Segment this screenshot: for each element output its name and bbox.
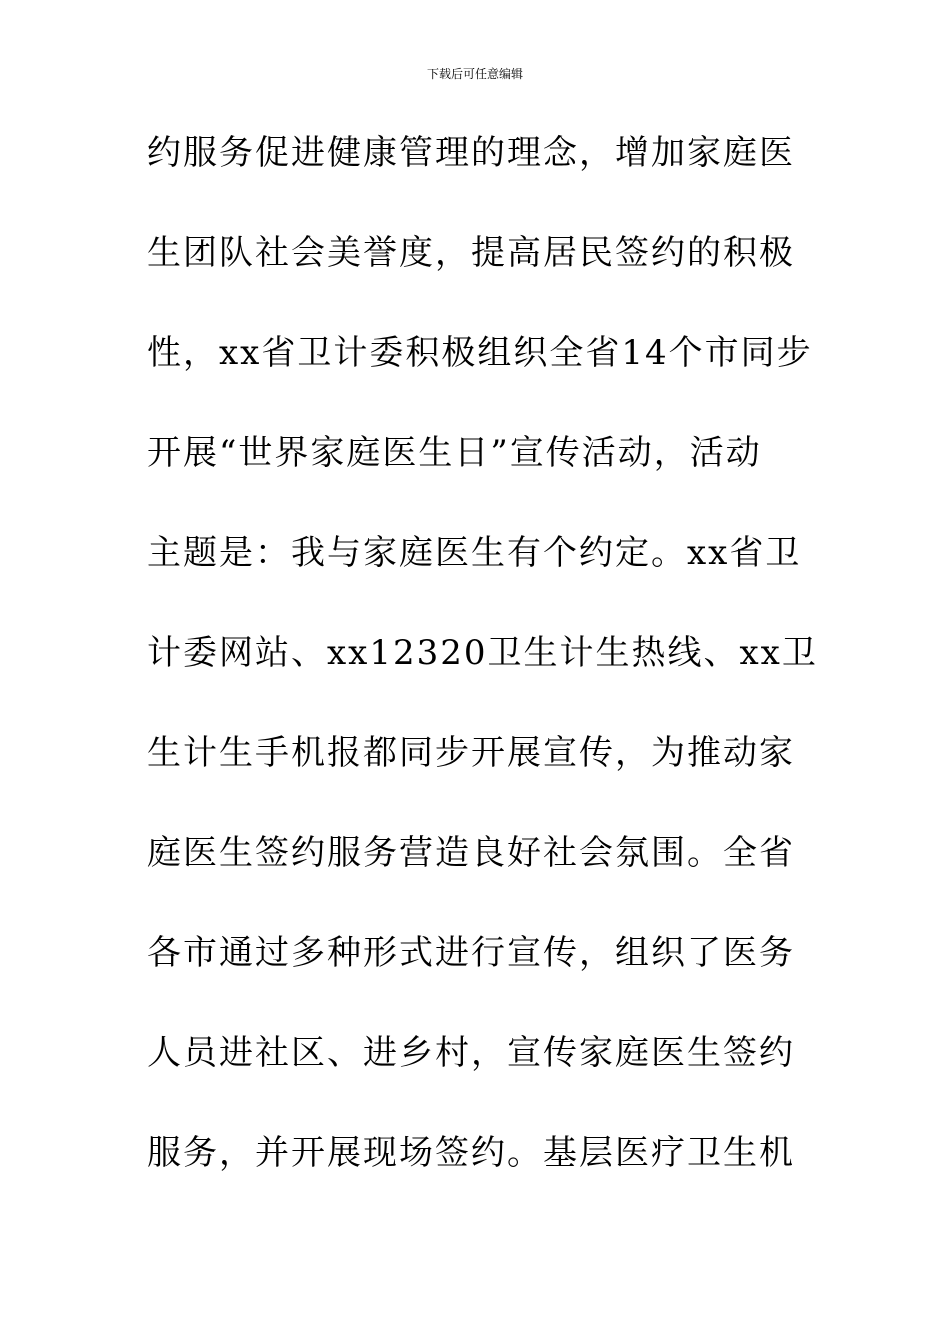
paragraph-line: 性，xx省卫计委积极组织全省14个市同步 <box>147 333 813 373</box>
page-header: 下载后可任意编辑 <box>426 67 523 81</box>
paragraph-line: 开展“世界家庭医生日”宣传活动，活动 <box>147 433 762 473</box>
paragraph-line: 生计生手机报都同步开展宣传，为推动家 <box>147 733 795 773</box>
paragraph-line: 计委网站、xx12320卫生计生热线、xx卫 <box>147 633 818 673</box>
paragraph-line: 庭医生签约服务营造良好社会氛围。全省 <box>147 833 795 873</box>
paragraph-line: 生团队社会美誉度，提高居民签约的积极 <box>147 233 795 273</box>
paragraph-line: 人员进社区、进乡村，宣传家庭医生签约 <box>147 1033 795 1073</box>
document-body <box>147 123 827 1223</box>
paragraph-line: 主题是：我与家庭医生有个约定。xx省卫 <box>147 533 802 573</box>
paragraph-line: 约服务促进健康管理的理念，增加家庭医 <box>147 133 795 173</box>
paragraph-line: 各市通过多种形式进行宣传，组织了医务 <box>147 933 795 973</box>
paragraph-line: 服务，并开展现场签约。基层医疗卫生机 <box>147 1133 795 1173</box>
